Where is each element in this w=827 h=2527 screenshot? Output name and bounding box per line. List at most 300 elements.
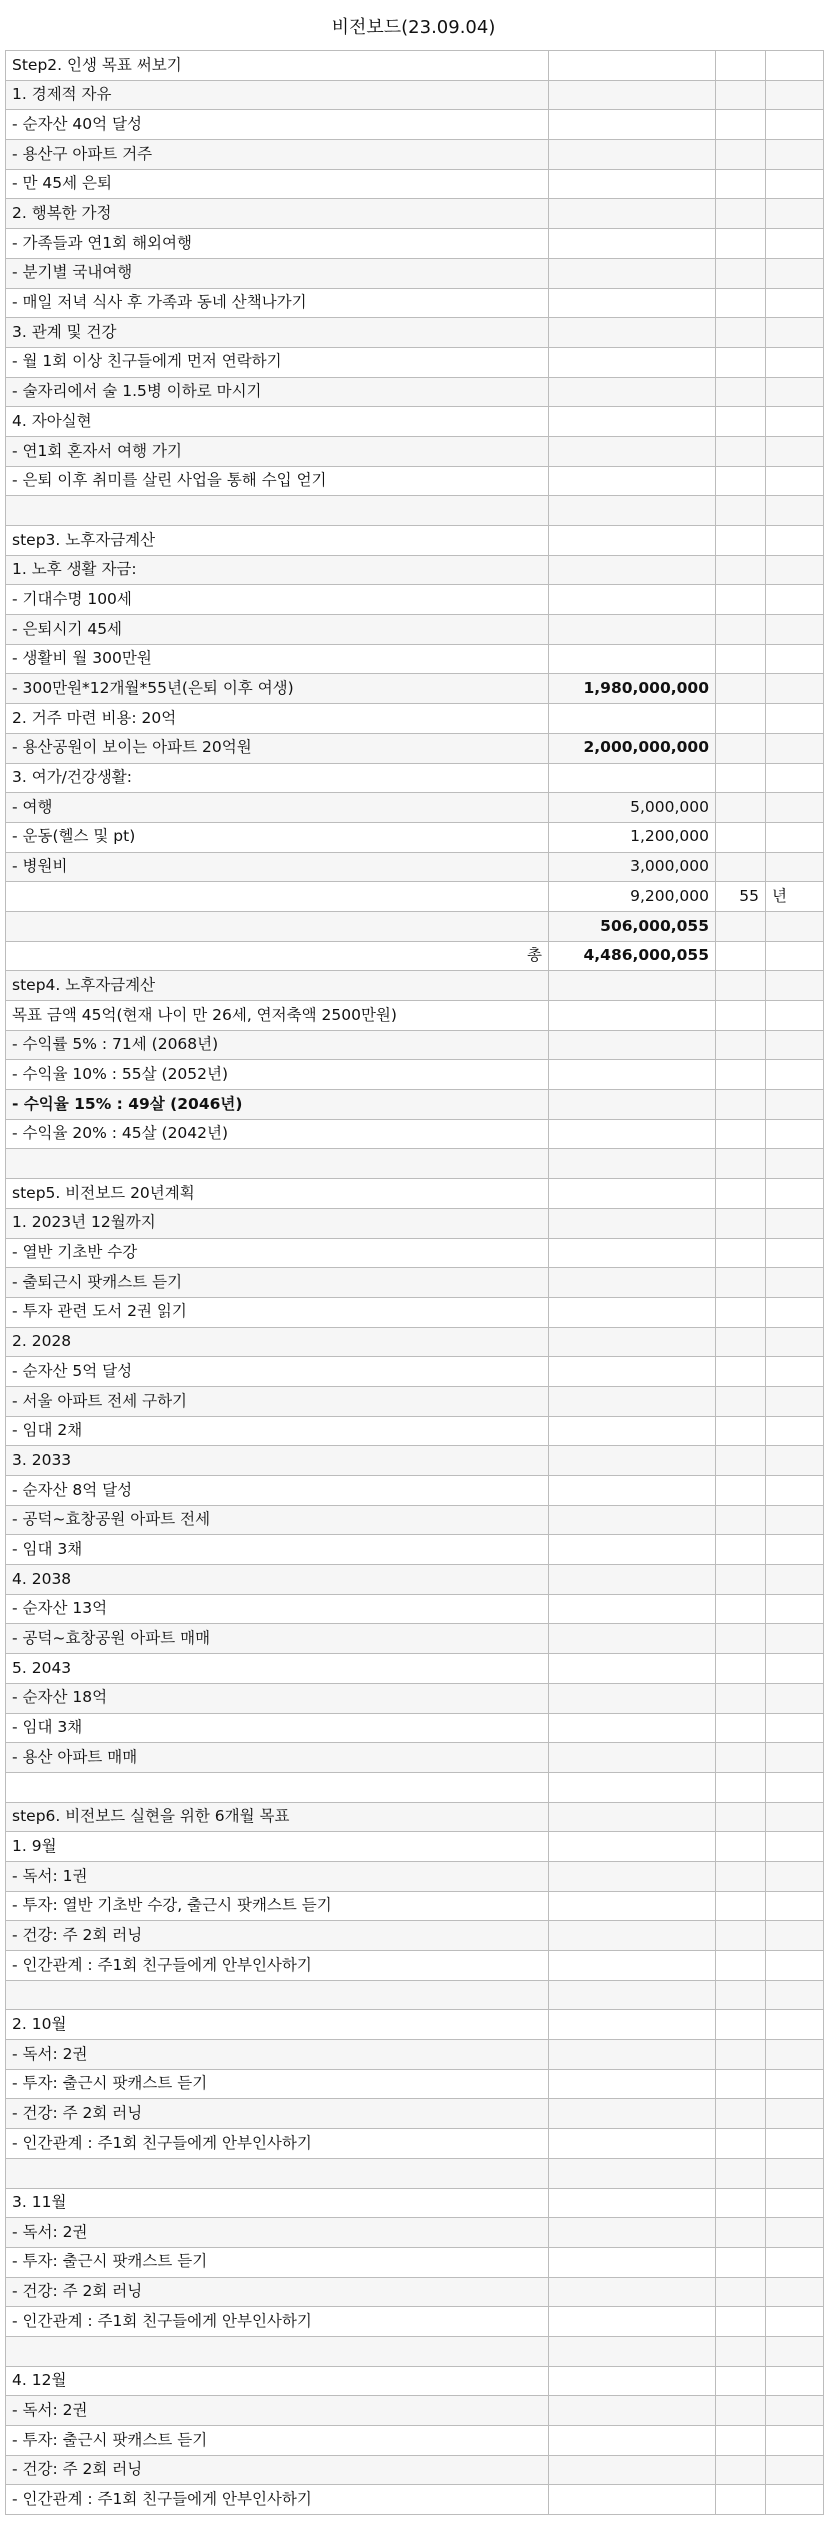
cell-unit[interactable] <box>766 1179 824 1209</box>
cell-label[interactable] <box>6 1980 549 2010</box>
cell-label[interactable]: - 월 1회 이상 친구들에게 먼저 연락하기 <box>6 347 549 377</box>
cell-label[interactable]: - 수익율 10% : 55살 (2052년) <box>6 1060 549 1090</box>
cell-unit[interactable] <box>766 1357 824 1387</box>
cell-amount[interactable]: 506,000,055 <box>549 911 716 941</box>
cell-amount[interactable] <box>549 1980 716 2010</box>
cell-amount[interactable] <box>549 704 716 734</box>
cell-label[interactable]: - 수익율 15% : 49살 (2046년) <box>6 1090 549 1120</box>
cell-amount[interactable] <box>549 496 716 526</box>
cell-unit[interactable] <box>766 2277 824 2307</box>
cell-years[interactable] <box>716 347 766 377</box>
cell-unit[interactable] <box>766 1505 824 1535</box>
cell-label[interactable]: - 술자리에서 술 1.5병 이하로 마시기 <box>6 377 549 407</box>
cell-label[interactable]: - 순자산 8억 달성 <box>6 1476 549 1506</box>
cell-label[interactable]: 4. 12월 <box>6 2366 549 2396</box>
cell-label[interactable]: - 연1회 혼자서 여행 가기 <box>6 436 549 466</box>
cell-years[interactable] <box>716 2218 766 2248</box>
cell-label[interactable]: - 투자: 출근시 팟캐스트 듣기 <box>6 2247 549 2277</box>
cell-years[interactable] <box>716 1297 766 1327</box>
cell-unit[interactable] <box>766 1802 824 1832</box>
cell-amount[interactable] <box>549 1238 716 1268</box>
cell-years[interactable] <box>716 763 766 793</box>
cell-label[interactable]: 1. 9월 <box>6 1832 549 1862</box>
cell-years[interactable] <box>716 1594 766 1624</box>
cell-unit[interactable] <box>766 436 824 466</box>
cell-unit[interactable] <box>766 1060 824 1090</box>
cell-years[interactable] <box>716 1832 766 1862</box>
cell-unit[interactable] <box>766 971 824 1001</box>
cell-years[interactable] <box>716 496 766 526</box>
cell-amount[interactable] <box>549 2336 716 2366</box>
cell-unit[interactable] <box>766 1297 824 1327</box>
cell-amount[interactable]: 2,000,000,000 <box>549 733 716 763</box>
cell-amount[interactable] <box>549 466 716 496</box>
cell-years[interactable] <box>716 911 766 941</box>
cell-years[interactable] <box>716 436 766 466</box>
cell-label[interactable]: 2. 2028 <box>6 1327 549 1357</box>
cell-label[interactable]: - 수익률 5% : 71세 (2068년) <box>6 1030 549 1060</box>
cell-years[interactable] <box>716 1565 766 1595</box>
cell-amount[interactable] <box>549 2455 716 2485</box>
cell-amount[interactable] <box>549 1683 716 1713</box>
cell-unit[interactable] <box>766 377 824 407</box>
cell-years[interactable] <box>716 615 766 645</box>
cell-unit[interactable] <box>766 1772 824 1802</box>
cell-amount[interactable] <box>549 1505 716 1535</box>
cell-amount[interactable] <box>549 2307 716 2337</box>
cell-unit[interactable] <box>766 2336 824 2366</box>
cell-label[interactable]: - 순자산 40억 달성 <box>6 110 549 140</box>
cell-years[interactable] <box>716 110 766 140</box>
cell-years[interactable] <box>716 2069 766 2099</box>
cell-label[interactable]: 1. 경제적 자유 <box>6 80 549 110</box>
cell-amount[interactable] <box>549 229 716 259</box>
cell-unit[interactable] <box>766 1832 824 1862</box>
cell-label[interactable]: - 공덕~효창공원 아파트 전세 <box>6 1505 549 1535</box>
cell-unit[interactable] <box>766 704 824 734</box>
cell-label[interactable]: - 투자: 출근시 팟캐스트 듣기 <box>6 2069 549 2099</box>
cell-unit[interactable] <box>766 763 824 793</box>
cell-years[interactable] <box>716 288 766 318</box>
cell-unit[interactable] <box>766 199 824 229</box>
cell-years[interactable] <box>716 2129 766 2159</box>
cell-amount[interactable]: 1,980,000,000 <box>549 674 716 704</box>
cell-unit[interactable] <box>766 1743 824 1773</box>
cell-label[interactable]: 3. 2033 <box>6 1446 549 1476</box>
cell-label[interactable]: 총 <box>6 941 549 971</box>
cell-amount[interactable] <box>549 1446 716 1476</box>
cell-label[interactable]: - 인간관계 : 주1회 친구들에게 안부인사하기 <box>6 2485 549 2515</box>
cell-years[interactable] <box>716 2099 766 2129</box>
cell-years[interactable] <box>716 1179 766 1209</box>
cell-amount[interactable] <box>549 2396 716 2426</box>
cell-unit[interactable] <box>766 733 824 763</box>
cell-amount[interactable] <box>549 1297 716 1327</box>
cell-label[interactable]: - 병원비 <box>6 852 549 882</box>
cell-amount[interactable] <box>549 377 716 407</box>
cell-label[interactable]: - 순자산 5억 달성 <box>6 1357 549 1387</box>
cell-years[interactable] <box>716 2307 766 2337</box>
cell-amount[interactable] <box>549 2247 716 2277</box>
cell-label[interactable]: - 용산구 아파트 거주 <box>6 140 549 170</box>
cell-label[interactable]: - 수익율 20% : 45살 (2042년) <box>6 1119 549 1149</box>
cell-unit[interactable] <box>766 2218 824 2248</box>
cell-years[interactable] <box>716 80 766 110</box>
cell-unit[interactable] <box>766 1624 824 1654</box>
cell-years[interactable] <box>716 704 766 734</box>
cell-amount[interactable]: 5,000,000 <box>549 793 716 823</box>
cell-amount[interactable] <box>549 436 716 466</box>
cell-amount[interactable]: 3,000,000 <box>549 852 716 882</box>
cell-amount[interactable] <box>549 615 716 645</box>
cell-label[interactable] <box>6 882 549 912</box>
cell-unit[interactable] <box>766 1891 824 1921</box>
cell-amount[interactable] <box>549 555 716 585</box>
cell-label[interactable]: 3. 11월 <box>6 2188 549 2218</box>
cell-years[interactable] <box>716 1802 766 1832</box>
cell-unit[interactable] <box>766 2455 824 2485</box>
cell-amount[interactable] <box>549 318 716 348</box>
cell-unit[interactable] <box>766 2010 824 2040</box>
cell-unit[interactable] <box>766 80 824 110</box>
cell-amount[interactable] <box>549 644 716 674</box>
cell-unit[interactable] <box>766 941 824 971</box>
cell-amount[interactable] <box>549 1535 716 1565</box>
cell-label[interactable]: 4. 자아실현 <box>6 407 549 437</box>
cell-unit[interactable] <box>766 1535 824 1565</box>
cell-years[interactable] <box>716 407 766 437</box>
cell-label[interactable]: - 기대수명 100세 <box>6 585 549 615</box>
cell-unit[interactable] <box>766 1921 824 1951</box>
cell-label[interactable]: - 출퇴근시 팟캐스트 듣기 <box>6 1268 549 1298</box>
cell-label[interactable]: - 순자산 18억 <box>6 1683 549 1713</box>
cell-years[interactable] <box>716 1090 766 1120</box>
cell-unit[interactable] <box>766 822 824 852</box>
cell-amount[interactable] <box>549 1594 716 1624</box>
cell-unit[interactable] <box>766 1565 824 1595</box>
cell-amount[interactable] <box>549 1268 716 1298</box>
cell-label[interactable]: - 용산 아파트 매매 <box>6 1743 549 1773</box>
cell-amount[interactable] <box>549 1624 716 1654</box>
cell-label[interactable]: - 서울 아파트 전세 구하기 <box>6 1386 549 1416</box>
cell-years[interactable] <box>716 1327 766 1357</box>
cell-years[interactable] <box>716 1743 766 1773</box>
cell-label[interactable] <box>6 1772 549 1802</box>
cell-years[interactable] <box>716 199 766 229</box>
cell-amount[interactable] <box>549 2158 716 2188</box>
cell-label[interactable]: - 임대 2채 <box>6 1416 549 1446</box>
cell-years[interactable] <box>716 1416 766 1446</box>
cell-label[interactable]: 3. 관계 및 건강 <box>6 318 549 348</box>
cell-label[interactable] <box>6 2336 549 2366</box>
cell-years[interactable] <box>716 971 766 1001</box>
cell-label[interactable]: step5. 비전보드 20년계획 <box>6 1179 549 1209</box>
cell-amount[interactable] <box>549 1921 716 1951</box>
cell-years[interactable] <box>716 2188 766 2218</box>
cell-amount[interactable] <box>549 1090 716 1120</box>
cell-amount[interactable] <box>549 1951 716 1981</box>
cell-years[interactable] <box>716 2366 766 2396</box>
cell-amount[interactable]: 9,200,000 <box>549 882 716 912</box>
cell-amount[interactable]: 4,486,000,055 <box>549 941 716 971</box>
cell-years[interactable] <box>716 555 766 585</box>
cell-label[interactable]: - 인간관계 : 주1회 친구들에게 안부인사하기 <box>6 2307 549 2337</box>
cell-amount[interactable] <box>549 763 716 793</box>
cell-label[interactable]: - 300만원*12개월*55년(은퇴 이후 여생) <box>6 674 549 704</box>
cell-years[interactable] <box>716 1713 766 1743</box>
cell-unit[interactable] <box>766 318 824 348</box>
cell-amount[interactable] <box>549 1476 716 1506</box>
cell-label[interactable]: - 생활비 월 300만원 <box>6 644 549 674</box>
cell-amount[interactable] <box>549 1772 716 1802</box>
cell-unit[interactable] <box>766 110 824 140</box>
cell-unit[interactable] <box>766 466 824 496</box>
cell-label[interactable]: - 인간관계 : 주1회 친구들에게 안부인사하기 <box>6 1951 549 1981</box>
cell-amount[interactable] <box>549 1802 716 1832</box>
cell-label[interactable]: - 용산공원이 보이는 아파트 20억원 <box>6 733 549 763</box>
cell-amount[interactable] <box>549 347 716 377</box>
cell-years[interactable] <box>716 2455 766 2485</box>
cell-amount[interactable] <box>549 1119 716 1149</box>
cell-unit[interactable] <box>766 229 824 259</box>
cell-label[interactable]: 2. 10월 <box>6 2010 549 2040</box>
cell-years[interactable] <box>716 169 766 199</box>
cell-years[interactable] <box>716 1535 766 1565</box>
cell-unit[interactable] <box>766 140 824 170</box>
cell-unit[interactable] <box>766 169 824 199</box>
cell-label[interactable]: - 은퇴 이후 취미를 살린 사업을 통해 수입 얻기 <box>6 466 549 496</box>
cell-unit[interactable] <box>766 2099 824 2129</box>
cell-years[interactable] <box>716 1238 766 1268</box>
cell-label[interactable]: 1. 2023년 12월까지 <box>6 1208 549 1238</box>
cell-unit[interactable] <box>766 1268 824 1298</box>
cell-unit[interactable] <box>766 2396 824 2426</box>
cell-years[interactable] <box>716 2277 766 2307</box>
cell-years[interactable] <box>716 674 766 704</box>
cell-label[interactable]: - 공덕~효창공원 아파트 매매 <box>6 1624 549 1654</box>
cell-unit[interactable] <box>766 1149 824 1179</box>
cell-unit[interactable] <box>766 585 824 615</box>
cell-amount[interactable] <box>549 1743 716 1773</box>
cell-amount[interactable] <box>549 2218 716 2248</box>
cell-label[interactable]: - 투자: 열반 기초반 수강, 출근시 팟캐스트 듣기 <box>6 1891 549 1921</box>
cell-amount[interactable] <box>549 110 716 140</box>
cell-amount[interactable] <box>549 2040 716 2070</box>
cell-amount[interactable] <box>549 1832 716 1862</box>
cell-amount[interactable] <box>549 971 716 1001</box>
cell-label[interactable]: - 인간관계 : 주1회 친구들에게 안부인사하기 <box>6 2129 549 2159</box>
cell-amount[interactable] <box>549 1713 716 1743</box>
cell-unit[interactable] <box>766 615 824 645</box>
cell-years[interactable] <box>716 2485 766 2515</box>
cell-label[interactable]: - 은퇴시기 45세 <box>6 615 549 645</box>
cell-label[interactable]: 4. 2038 <box>6 1565 549 1595</box>
cell-label[interactable]: - 매일 저녁 식사 후 가족과 동네 산책나가기 <box>6 288 549 318</box>
cell-unit[interactable] <box>766 2129 824 2159</box>
cell-unit[interactable] <box>766 2307 824 2337</box>
cell-years[interactable] <box>716 1476 766 1506</box>
cell-years[interactable] <box>716 1921 766 1951</box>
cell-unit[interactable] <box>766 1594 824 1624</box>
cell-unit[interactable] <box>766 1208 824 1238</box>
cell-unit[interactable] <box>766 1001 824 1031</box>
cell-years[interactable] <box>716 2247 766 2277</box>
cell-years[interactable] <box>716 733 766 763</box>
cell-amount[interactable] <box>549 2426 716 2456</box>
cell-amount[interactable] <box>549 1654 716 1684</box>
cell-years[interactable] <box>716 1268 766 1298</box>
cell-label[interactable]: 1. 노후 생활 자금: <box>6 555 549 585</box>
cell-label[interactable]: - 독서: 2권 <box>6 2218 549 2248</box>
cell-amount[interactable] <box>549 1357 716 1387</box>
cell-amount[interactable] <box>549 526 716 556</box>
cell-label[interactable]: Step2. 인생 목표 써보기 <box>6 51 549 81</box>
cell-label[interactable] <box>6 911 549 941</box>
cell-unit[interactable] <box>766 1327 824 1357</box>
cell-amount[interactable] <box>549 1891 716 1921</box>
cell-amount[interactable] <box>549 258 716 288</box>
cell-years[interactable] <box>716 822 766 852</box>
cell-unit[interactable] <box>766 526 824 556</box>
cell-label[interactable]: step3. 노후자금계산 <box>6 526 549 556</box>
cell-label[interactable]: - 임대 3채 <box>6 1713 549 1743</box>
cell-unit[interactable] <box>766 1416 824 1446</box>
cell-label[interactable] <box>6 496 549 526</box>
cell-amount[interactable] <box>549 2277 716 2307</box>
cell-label[interactable]: - 운동(헬스 및 pt) <box>6 822 549 852</box>
cell-years[interactable] <box>716 1208 766 1238</box>
cell-unit[interactable] <box>766 1238 824 1268</box>
cell-amount[interactable] <box>549 1060 716 1090</box>
cell-unit[interactable] <box>766 1713 824 1743</box>
cell-years[interactable] <box>716 2426 766 2456</box>
cell-unit[interactable] <box>766 2188 824 2218</box>
cell-amount[interactable] <box>549 1149 716 1179</box>
cell-amount[interactable] <box>549 169 716 199</box>
cell-amount[interactable] <box>549 585 716 615</box>
cell-amount[interactable] <box>549 2188 716 2218</box>
cell-unit[interactable] <box>766 1951 824 1981</box>
cell-unit[interactable] <box>766 407 824 437</box>
cell-label[interactable]: - 건강: 주 2회 러닝 <box>6 1921 549 1951</box>
cell-unit[interactable] <box>766 2366 824 2396</box>
cell-unit[interactable] <box>766 1654 824 1684</box>
cell-label[interactable]: - 투자 관련 도서 2권 읽기 <box>6 1297 549 1327</box>
cell-amount[interactable] <box>549 2366 716 2396</box>
cell-years[interactable] <box>716 2158 766 2188</box>
cell-years[interactable] <box>716 1654 766 1684</box>
cell-years[interactable] <box>716 377 766 407</box>
cell-years[interactable] <box>716 852 766 882</box>
cell-label[interactable]: - 건강: 주 2회 러닝 <box>6 2455 549 2485</box>
cell-years[interactable] <box>716 1386 766 1416</box>
cell-unit[interactable] <box>766 1683 824 1713</box>
cell-label[interactable]: - 건강: 주 2회 러닝 <box>6 2099 549 2129</box>
cell-years[interactable] <box>716 2396 766 2426</box>
cell-amount[interactable] <box>549 1386 716 1416</box>
cell-years[interactable] <box>716 2040 766 2070</box>
cell-unit[interactable] <box>766 1030 824 1060</box>
cell-amount[interactable] <box>549 288 716 318</box>
cell-years[interactable] <box>716 1951 766 1981</box>
cell-label[interactable]: - 임대 3채 <box>6 1535 549 1565</box>
cell-label[interactable]: - 가족들과 연1회 해외여행 <box>6 229 549 259</box>
cell-years[interactable] <box>716 1119 766 1149</box>
cell-amount[interactable] <box>549 1327 716 1357</box>
cell-amount[interactable]: 1,200,000 <box>549 822 716 852</box>
cell-unit[interactable] <box>766 2426 824 2456</box>
cell-unit[interactable] <box>766 347 824 377</box>
cell-unit[interactable] <box>766 2158 824 2188</box>
cell-amount[interactable] <box>549 2099 716 2129</box>
cell-unit[interactable] <box>766 2485 824 2515</box>
cell-label[interactable]: step4. 노후자금계산 <box>6 971 549 1001</box>
cell-label[interactable]: - 분기별 국내여행 <box>6 258 549 288</box>
cell-unit[interactable] <box>766 496 824 526</box>
cell-amount[interactable] <box>549 1416 716 1446</box>
cell-unit[interactable] <box>766 1980 824 2010</box>
cell-amount[interactable] <box>549 1001 716 1031</box>
cell-years[interactable] <box>716 466 766 496</box>
cell-label[interactable]: 3. 여가/건강생활: <box>6 763 549 793</box>
cell-years[interactable] <box>716 258 766 288</box>
cell-unit[interactable]: 년 <box>766 882 824 912</box>
cell-years[interactable] <box>716 1149 766 1179</box>
cell-amount[interactable] <box>549 2129 716 2159</box>
cell-amount[interactable] <box>549 2069 716 2099</box>
cell-unit[interactable] <box>766 2069 824 2099</box>
cell-label[interactable]: - 투자: 출근시 팟캐스트 듣기 <box>6 2426 549 2456</box>
cell-years[interactable] <box>716 318 766 348</box>
cell-unit[interactable] <box>766 674 824 704</box>
cell-years[interactable] <box>716 1683 766 1713</box>
cell-label[interactable]: - 건강: 주 2회 러닝 <box>6 2277 549 2307</box>
cell-unit[interactable] <box>766 911 824 941</box>
cell-years[interactable] <box>716 1505 766 1535</box>
cell-label[interactable]: - 독서: 1권 <box>6 1861 549 1891</box>
cell-amount[interactable] <box>549 51 716 81</box>
cell-label[interactable] <box>6 1149 549 1179</box>
cell-unit[interactable] <box>766 1090 824 1120</box>
cell-unit[interactable] <box>766 2040 824 2070</box>
cell-amount[interactable] <box>549 140 716 170</box>
cell-years[interactable] <box>716 1446 766 1476</box>
cell-years[interactable] <box>716 1060 766 1090</box>
cell-amount[interactable] <box>549 2485 716 2515</box>
cell-years[interactable] <box>716 140 766 170</box>
cell-label[interactable]: - 여행 <box>6 793 549 823</box>
cell-years[interactable] <box>716 2336 766 2366</box>
cell-label[interactable]: 2. 거주 마련 비용: 20억 <box>6 704 549 734</box>
cell-unit[interactable] <box>766 1861 824 1891</box>
cell-years[interactable] <box>716 1861 766 1891</box>
cell-years[interactable] <box>716 1357 766 1387</box>
cell-amount[interactable] <box>549 407 716 437</box>
cell-unit[interactable] <box>766 1446 824 1476</box>
cell-amount[interactable] <box>549 2010 716 2040</box>
cell-label[interactable]: 5. 2043 <box>6 1654 549 1684</box>
cell-label[interactable]: - 열반 기초반 수강 <box>6 1238 549 1268</box>
cell-unit[interactable] <box>766 2247 824 2277</box>
cell-years[interactable] <box>716 1001 766 1031</box>
cell-years[interactable] <box>716 1624 766 1654</box>
cell-unit[interactable] <box>766 1386 824 1416</box>
cell-unit[interactable] <box>766 1119 824 1149</box>
cell-years[interactable] <box>716 941 766 971</box>
cell-years[interactable] <box>716 1030 766 1060</box>
cell-amount[interactable] <box>549 199 716 229</box>
cell-label[interactable]: - 만 45세 은퇴 <box>6 169 549 199</box>
